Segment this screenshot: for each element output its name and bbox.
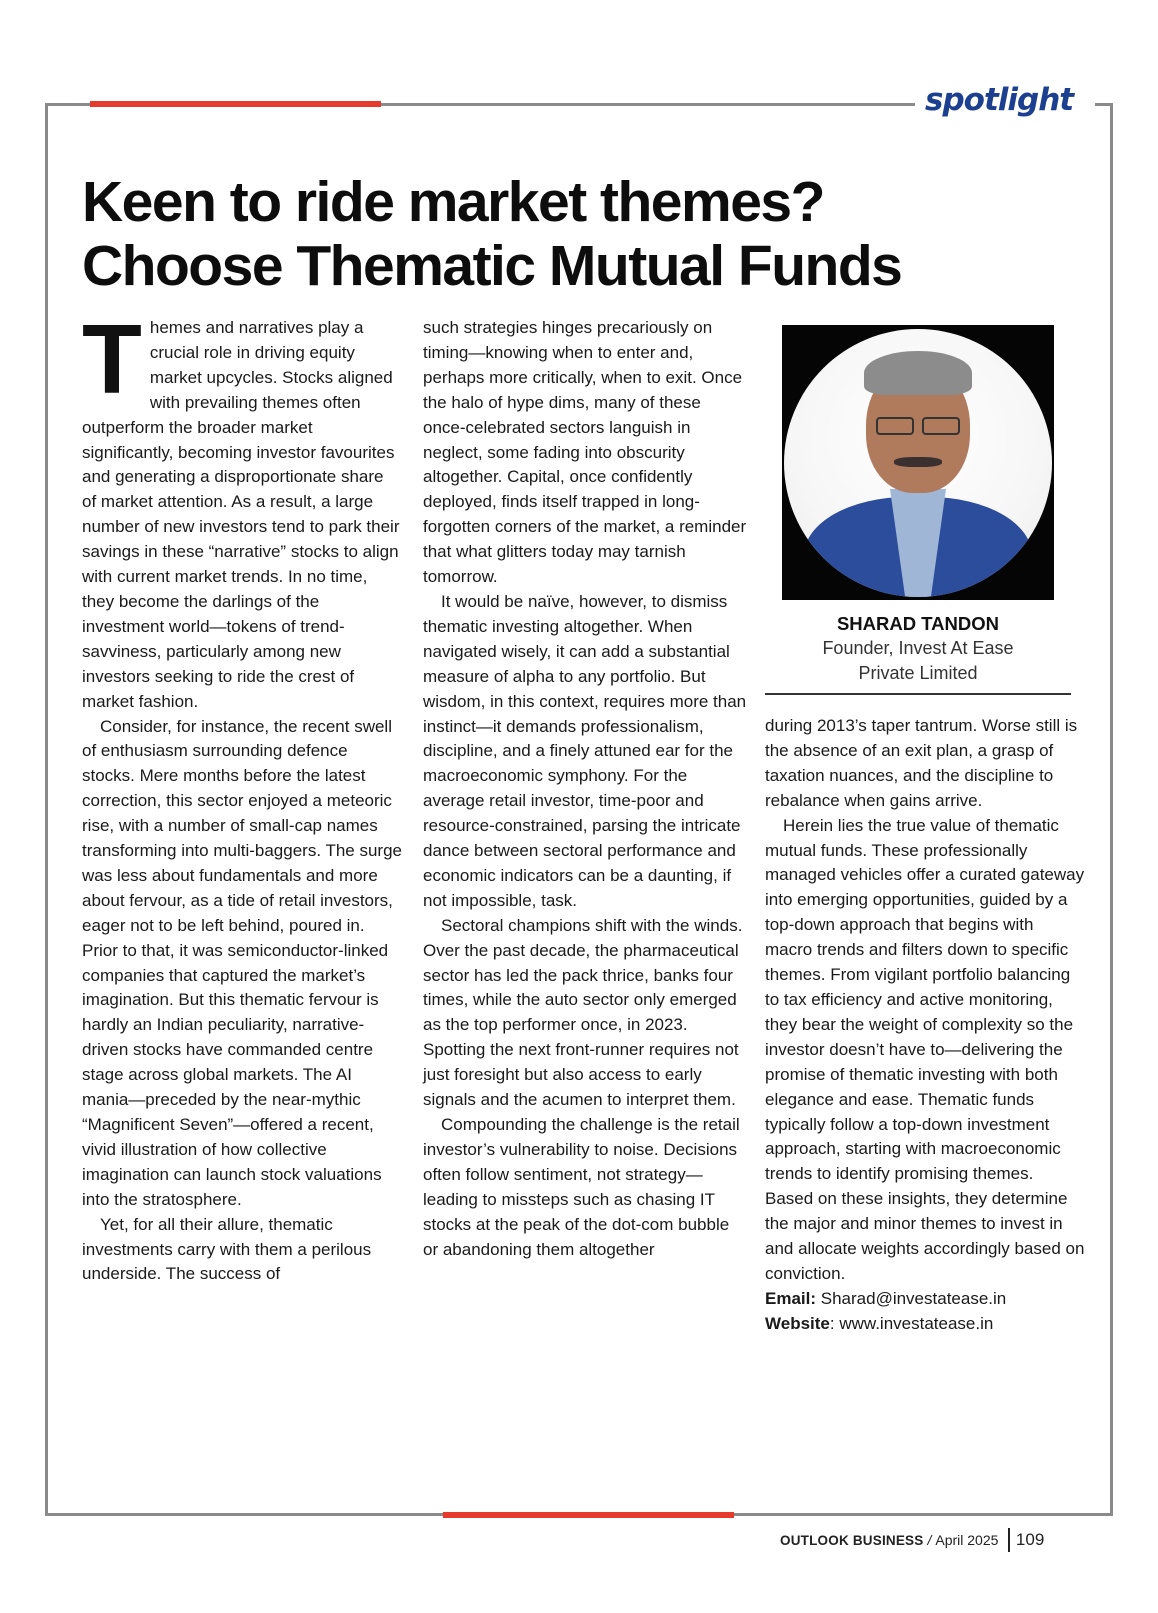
- paragraph: Herein lies the true value of thematic mutual funds. These professionally managed vehicles offer a curated gateway into emerging opportunities, guided by a top-down approach that begins with macro trends and filters down to specific themes. From vigilant portfolio balancing to tax efficiency and active monitoring, they bear the weight of complexity so the investor doesn’t have to—delivering the promise of thematic investing with both elegance and ease. Thematic funds typically follow a top-down investment approach, starting with macroeconomic trends to identify promising themes. Based on these insights, they determine the major and minor themes to invest in and allocate weights accordingly based on conviction.: [765, 815, 1085, 1283]
- publication-name: OUTLOOK BUSINESS: [780, 1532, 924, 1548]
- portrait-glasses-right: [922, 417, 960, 435]
- section-tag: spotlight: [925, 82, 1074, 118]
- author-caption: [765, 612, 1071, 686]
- article-column-3: [765, 714, 1085, 1337]
- headline: [82, 170, 1082, 298]
- portrait-mustache: [894, 457, 942, 467]
- website-label: Website: [765, 1313, 830, 1333]
- portrait-glasses-left: [876, 417, 914, 435]
- contact-website: [765, 1312, 1085, 1337]
- page-footer: [780, 1528, 1044, 1552]
- paragraph: during 2013’s taper tantrum. Worse still is the absence of an exit plan, a grasp of taxation nuances, and the discipline to rebalance when gains arrive.: [765, 716, 1078, 810]
- email-value[interactable]: Sharad@investatease.in: [816, 1288, 1007, 1308]
- contact-email: [765, 1287, 1085, 1312]
- paragraph: Compounding the challenge is the retail investor’s vulnerability to noise. Decisions often follow sentiment, not strategy—leading to missteps such as chasing IT stocks at the peak of the dot-com bubble or abandoning them altogether: [423, 1115, 740, 1259]
- accent-bar-bottom: [443, 1512, 734, 1518]
- caption-divider: [765, 693, 1071, 695]
- author-name: SHARAD TANDON: [836, 613, 1000, 634]
- issue-date: April 2025: [935, 1532, 999, 1548]
- portrait-hair: [864, 351, 972, 395]
- accent-bar-top: [90, 101, 381, 107]
- website-value[interactable]: : www.investatease.in: [829, 1313, 994, 1333]
- footer-separator: /: [927, 1532, 932, 1548]
- paragraph: such strategies hinges precariously on timing—knowing when to enter and, perhaps more critically, when to exit. Once the halo of hype dims, many of these once-celebrated sectors languish in neglect, some fading into obscurity altogether. Capital, once confidently deployed, finds itself trapped in long-forgotten corners of the market, a reminder that what glitters today may tarnish tomorrow.: [423, 318, 747, 587]
- headline-line-2: Choose Thematic Mutual Funds: [82, 234, 902, 298]
- footer-divider: [1008, 1528, 1010, 1552]
- page-number: 109: [1015, 1530, 1045, 1549]
- author-role-line-2: Private Limited: [858, 663, 978, 683]
- author-portrait: [784, 329, 1052, 597]
- drop-cap: T: [82, 304, 142, 414]
- article-column-2: [423, 316, 748, 1262]
- article-column-1: [82, 304, 403, 1287]
- paragraph: It would be naïve, however, to dismiss thematic investing altogether. When navigated wisely, it can add a substantial measure of alpha to any portfolio. But wisdom, in this context, requires more than instinct—it demands professionalism, discipline, and a finely attuned ear for the macroeconomic symphony. For the average retail investor, time-poor and resource-constrained, parsing the intricate dance between sectoral performance and economic indicators can be a daunting, if not impossible, task.: [423, 591, 747, 910]
- paragraph: Sectoral champions shift with the winds. Over the past decade, the pharmaceutical sector has led the pack thrice, banks four times, while the auto sector only emerged as the top performer once, in 2023. Spotting the next front-runner requires not just foresight but also access to early signals and the acumen to interpret them.: [423, 915, 743, 1110]
- paragraph: Yet, for all their allure, thematic investments carry with them a perilous underside. The success of: [82, 1214, 372, 1284]
- paragraph: Themes and narratives play a crucial role in driving equity market upcycles. Stocks aligned with prevailing themes often outperform the broader market significantly, becoming investor favourites and generating a disproportionate share of market attention. As a result, a large number of new investors tend to park their savings in these “narrative” stocks to align with current market trends. In no time, they become the darlings of the investment world—tokens of trend-savviness, particularly among new investors seeking to ride the crest of market fashion.: [82, 304, 400, 711]
- author-role-line-1: Founder, Invest At Ease: [822, 638, 1014, 658]
- author-photo: [782, 325, 1054, 600]
- paragraph: Consider, for instance, the recent swell of enthusiasm surrounding defence stocks. Mere months before the latest correction, this sector enjoyed a meteoric rise, with a number of small-cap names transforming into multi-baggers. The surge was less about fundamentals and more about fervour, as a tide of retail investors, eager not to be left behind, poured in. Prior to that, it was semiconductor-linked companies that captured the market’s imagination. But this thematic fervour is hardly an Indian peculiarity, narrative-driven stocks have commanded centre stage across global markets. The AI mania—preceded by the near-mythic “Magnificent Seven”—offered a recent, vivid illustration of how collective imagination can launch stock valuations into the stratosphere.: [82, 716, 403, 1209]
- headline-line-1: Keen to ride market themes?: [82, 170, 824, 234]
- email-label: Email:: [765, 1288, 817, 1308]
